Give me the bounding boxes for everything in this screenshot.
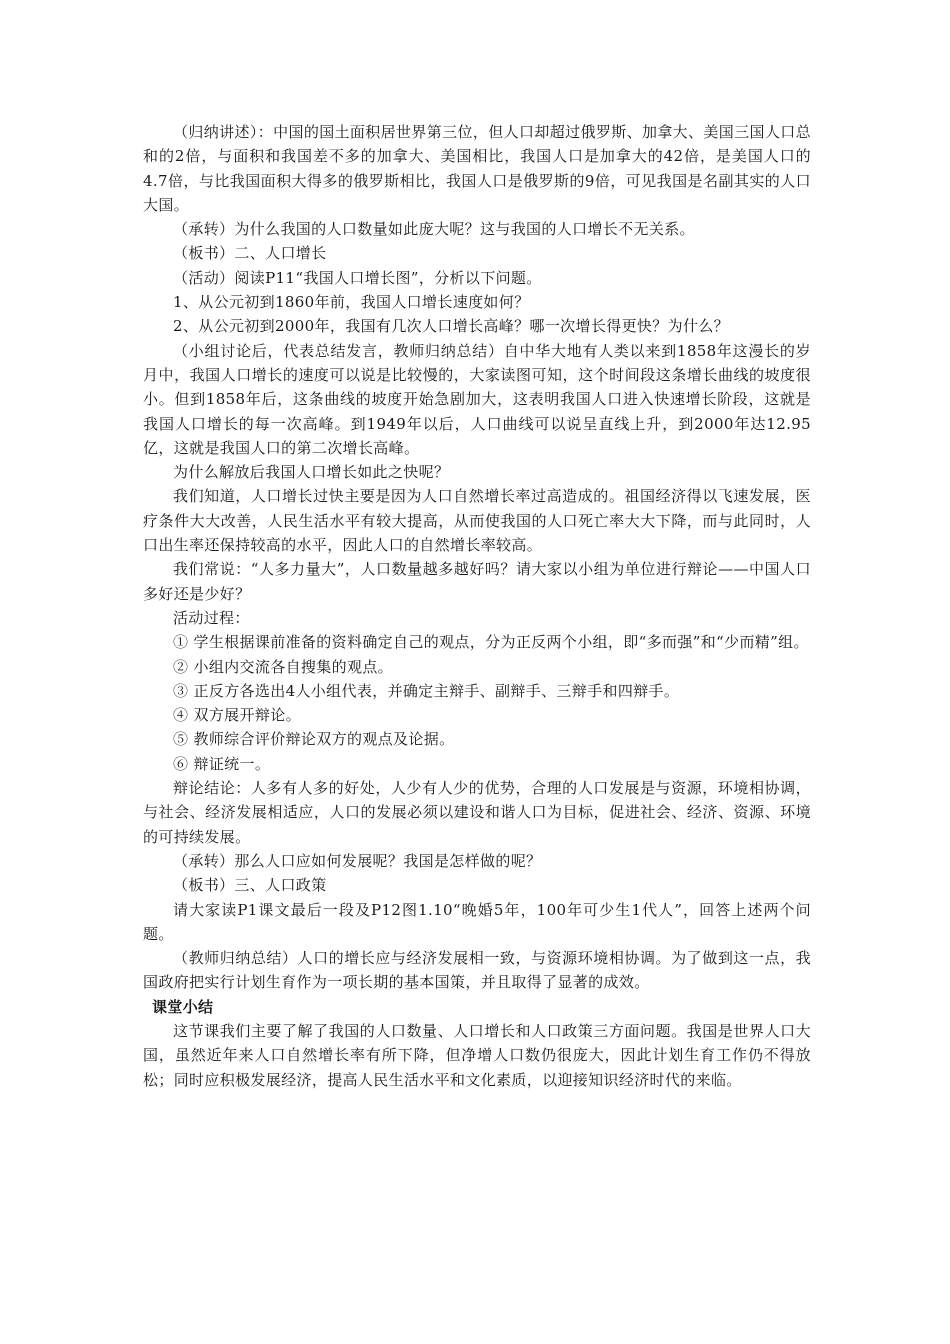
step-2: ② 小组内交流各自搜集的观点。	[173, 657, 394, 676]
paragraph-activity-process: 活动过程：	[173, 608, 250, 627]
paragraph-transition-2: （承转）那么人口应如何发展呢？我国是怎样做的呢？	[173, 851, 542, 870]
paragraph-group-discussion: （小组讨论后，代表总结发言，教师归纳总结）自中华大地有人类以来到1858年这漫长的岁月中，我国人口增长的速度可以说是比较慢的，大家读图可知，这个时间段这条增长曲线的坡度很小。但到1858年后，这条曲线的坡度开始急剧加大，这表明我国人口进入快速增长阶段，这就是我国人口增长的每一次高峰。到1949年以后，人口曲线可以说呈直线上升，到2000年达12.95亿，这就是我国人口的第二次增长高峰。	[143, 341, 811, 457]
section-heading-class-summary: 课堂小结	[152, 997, 214, 1016]
paragraph-debate-conclusion: 辩论结论：人多有人多的好处，人少有人少的优势，合理的人口发展是与资源，环境相协调，与社会、经济发展相适应，人口的发展必须以建设和谐人口为目标，促进社会、经济、资源、环境的可持续发展。	[143, 779, 811, 846]
paragraph-growth-reason: 我们知道，人口增长过快主要是因为人口自然增长率过高造成的。祖国经济得以飞速发展，医疗条件大大改善，人民生活水平有较大提高，从而使我国的人口死亡率大大下降，而与此同时，人口出生率还保持较高的水平，因此人口的自然增长率较高。	[143, 487, 811, 555]
step-6: ⑥ 辩证统一。	[173, 754, 271, 773]
paragraph-why-question: 为什么解放后我国人口增长如此之快呢？	[173, 463, 450, 482]
paragraph-teacher-summary: （教师归纳总结）人口的增长应与经济发展相一致，与资源环境相协调。为了做到这一点，我国政府把实行计划生育作为一项长期的基本国策，并且取得了显著的成效。	[143, 949, 811, 992]
step-4: ④ 双方展开辩论。	[173, 706, 301, 725]
paragraph-board-population-policy: （板书）三、人口政策	[173, 876, 327, 895]
document-page	[143, 120, 811, 1092]
paragraph-debate-intro: 我们常说：“人多力量大”，人口数量越多越好吗？请大家以小组为单位进行辩论——中国人口多好还是少好？	[143, 560, 811, 603]
question-1: 1、从公元初到1860年前，我国人口增长速度如何？	[173, 293, 530, 312]
paragraph-board-population-growth: （板书）二、人口增长	[173, 244, 327, 263]
paragraph-activity: （活动）阅读P11“我国人口增长图”，分析以下问题。	[173, 268, 542, 287]
paragraph-reading-task: 请大家读P1课文最后一段及P12图1.10“晚婚5年，100年可少生1代人”，回答上述两个问题。	[143, 900, 811, 943]
paragraph-summary-intro: （归纳讲述）：中国的国土面积居世界第三位，但人口却超过俄罗斯、加拿大、美国三国人口总和的2倍，与面积和我国差不多的加拿大、美国相比，我国人口是加拿大的42倍，是美国人口的4.7倍，与比我国面积大得多的俄罗斯相比，我国人口是俄罗斯的9倍，可见我国是名副其实的人口大国。	[143, 123, 811, 214]
step-1: ① 学生根据课前准备的资料确定自己的观点，分为正反两个小组，即“多而强”和“少而精”组。	[173, 633, 809, 652]
paragraph-transition-1: （承转）为什么我国的人口数量如此庞大呢？这与我国的人口增长不无关系。	[173, 220, 695, 239]
step-5: ⑤ 教师综合评价辩论双方的观点及论据。	[173, 730, 455, 749]
question-2: 2、从公元初到2000年，我国有几次人口增长高峰？哪一次增长得更快？为什么？	[173, 317, 730, 336]
paragraph-class-summary: 这节课我们主要了解了我国的人口数量、人口增长和人口政策三方面问题。我国是世界人口大国，虽然近年来人口自然增长率有所下降，但净增人口数仍很庞大，因此计划生育工作仍不得放松；同时应积极发展经济，提高人民生活水平和文化素质，以迎接知识经济时代的来临。	[143, 1021, 811, 1089]
step-3: ③ 正反方各选出4人小组代表，并确定主辩手、副辩手、三辩手和四辩手。	[173, 681, 680, 700]
